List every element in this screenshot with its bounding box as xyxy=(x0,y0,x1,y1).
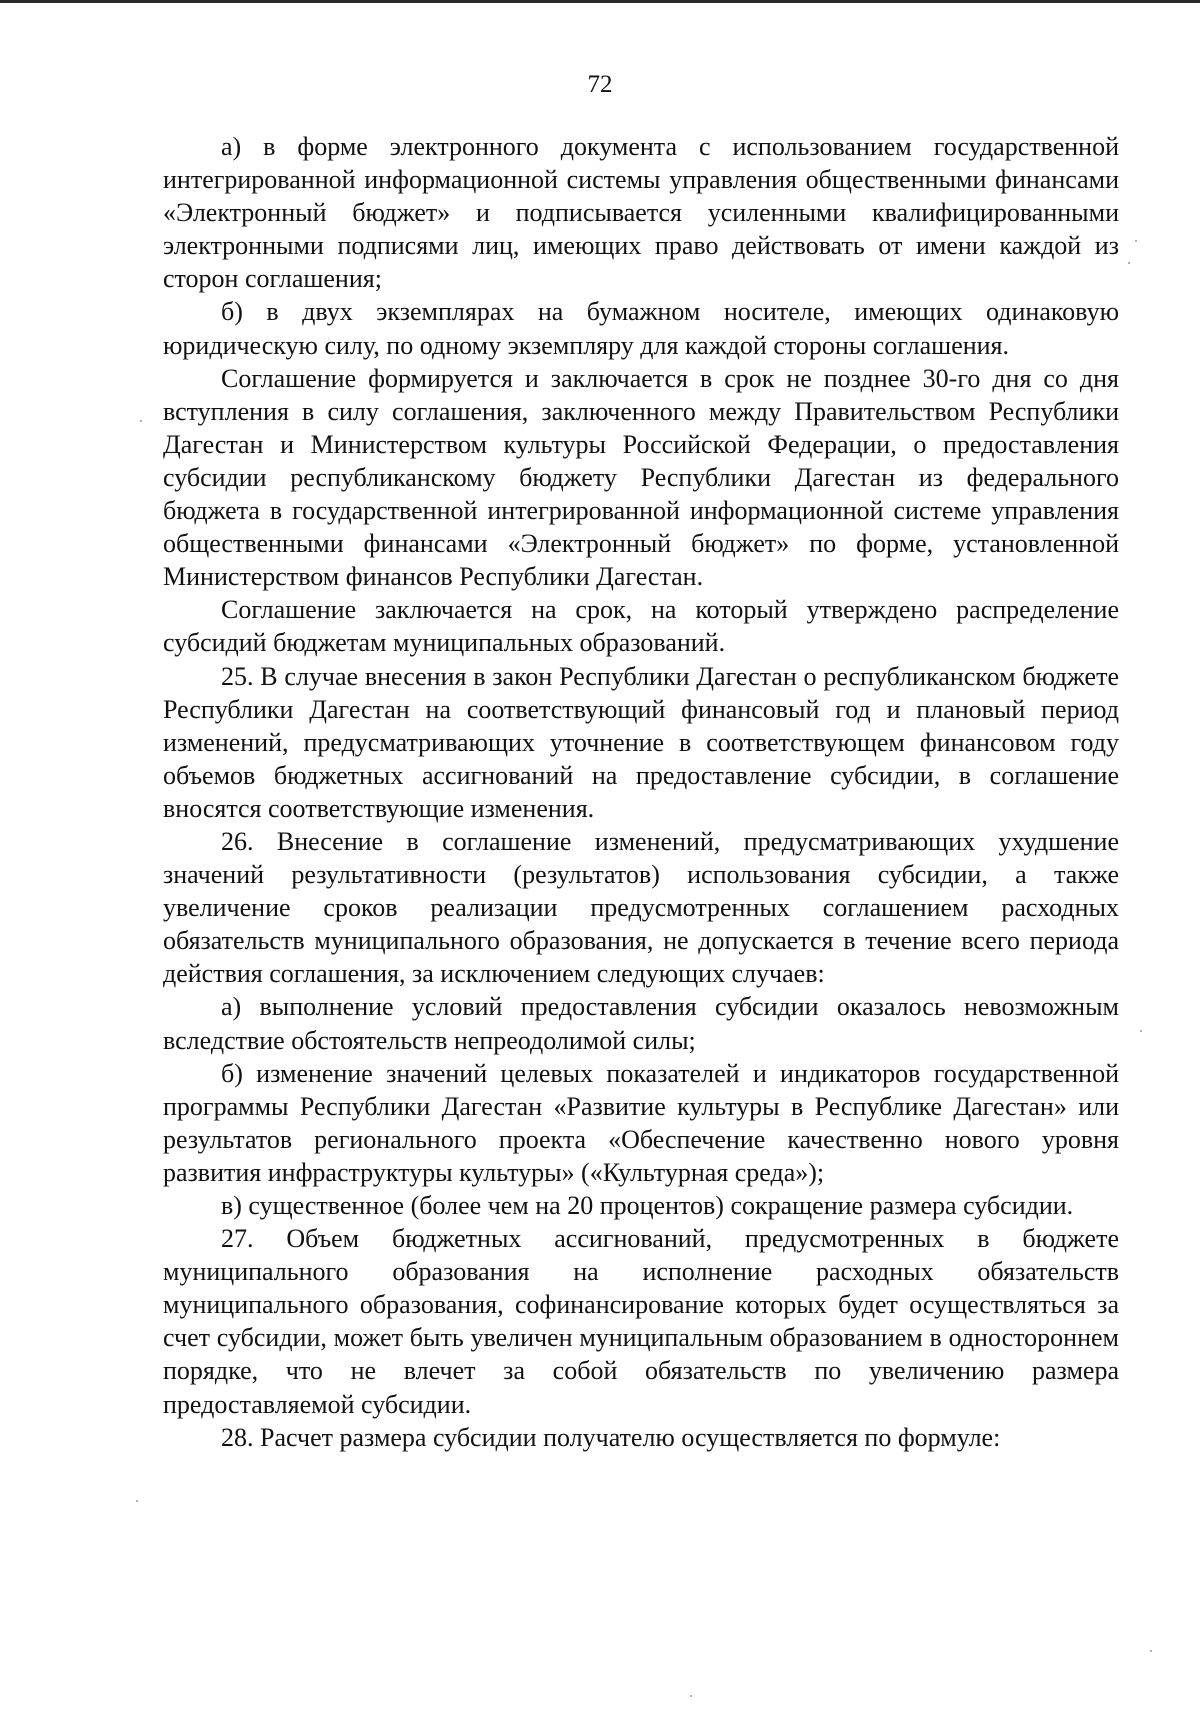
clause-27: 27. Объем бюджетных ассигнований, предусмотренных в бюджете муниципального образования на исполнение расходных обязательств муниципального образования, софинансирование которых будет осуществляться за счет субсидии, может быть увеличен муниципальным образованием в одностороннем порядке, что не влечет за собой обязательств по увеличению размера предоставляемой субсидии. xyxy=(163,1224,1119,1419)
document-body xyxy=(163,130,1119,1454)
scan-speck xyxy=(690,1695,692,1697)
clause-26-case-c: в) существенное (более чем на 20 процентов) сокращение размера субсидии. xyxy=(221,1191,1074,1220)
scan-speck xyxy=(1140,1030,1142,1032)
paragraph-b-paper-copies: б) в двух экземплярах на бумажном носителе, имеющих одинаковую юридическую силу, по одному экземпляру для каждой стороны соглашения. xyxy=(163,297,1119,360)
scan-speck xyxy=(1150,1650,1152,1652)
scan-speck xyxy=(140,420,142,422)
page-number: 72 xyxy=(587,71,613,98)
clause-26-case-a: а) выполнение условий предоставления субсидии оказалось невозможным вследствие обстоятельств непреодолимой силы; xyxy=(163,992,1119,1055)
scan-speck xyxy=(136,1500,138,1502)
clause-26: 26. Внесение в соглашение изменений, предусматривающих ухудшение значений результативности (результатов) использования субсидии, а также увеличение сроков реализации предусмотренных соглашением расходных обязательств муниципального образования, не допускается в течение всего периода действия соглашения, за исключением следующих случаев: xyxy=(163,826,1119,989)
paragraph-agreement-term: Соглашение заключается на срок, на который утверждено распределение субсидий бюджетам муниципальных образований. xyxy=(163,595,1119,658)
clause-28: 28. Расчет размера субсидии получателю осуществляется по формуле: xyxy=(221,1422,1001,1452)
paragraph-a-electronic-form: а) в форме электронного документа с использованием государственной интегрированной информационной системы управления общественными финансами «Электронный бюджет» и подписывается усиленными квалифицированными электронными подписями лиц, имеющих право действовать от имени каждой из сторон соглашения; xyxy=(163,132,1119,294)
paragraph-agreement-deadline: Соглашение формируется и заключается в срок не позднее 30-го дня со дня вступления в силу соглашения, заключенного между Правительством Республики Дагестан и Министерством культуры Российской Федерации, о предоставления субсидии республиканскому бюджету Республики Дагестан из федерального бюджета в государственной интегрированной информационной системе управления общественными финансами «Электронный бюджет» по форме, установленной Министерством финансов Республики Дагестан. xyxy=(163,363,1119,592)
scan-speck xyxy=(1135,240,1137,242)
clause-25: 25. В случае внесения в закон Республики Дагестан о республиканском бюджете Республики Дагестан на соответствующий финансовый год и плановый период изменений, предусматривающих уточнение в соответствующем финансовом году объемов бюджетных ассигнований на предоставление субсидии, в соглашение вносятся соответствующие изменения. xyxy=(163,661,1119,823)
scan-top-border xyxy=(0,0,1200,3)
clause-26-case-b: б) изменение значений целевых показателей и индикаторов государственной программы Республики Дагестан «Развитие культуры в Республике Дагестан» или результатов регионального проекта «Обеспечение качественно нового уровня развития инфраструктуры культуры» («Культурная среда»); xyxy=(163,1058,1119,1187)
scan-speck xyxy=(1128,262,1130,264)
